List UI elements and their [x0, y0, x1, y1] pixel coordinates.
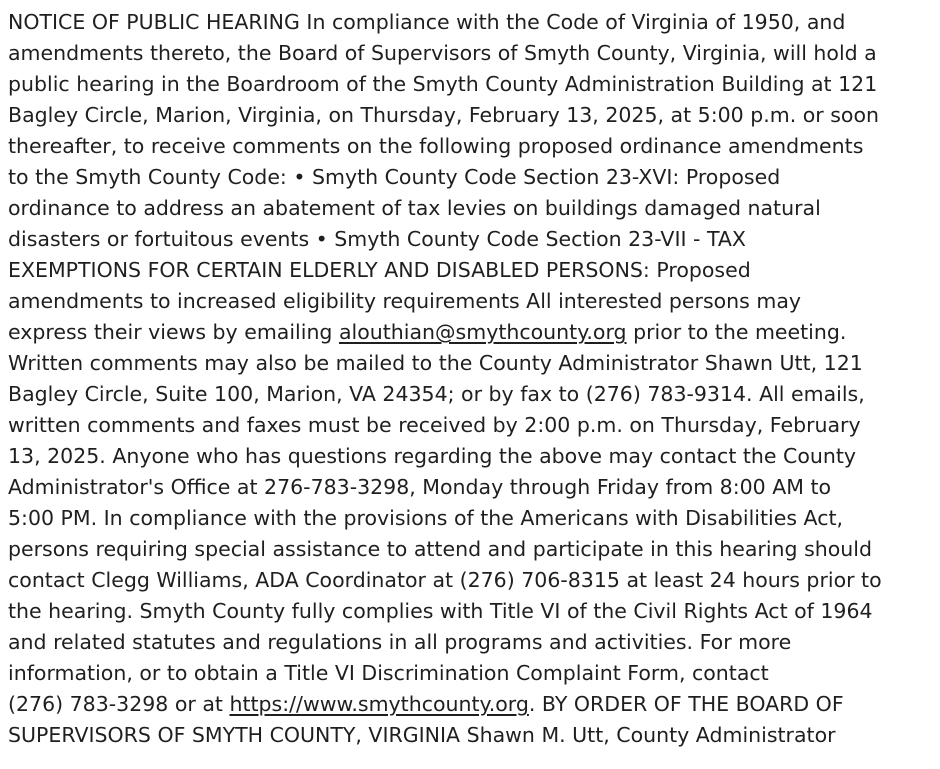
notice-line: public hearing in the Boardroom of the Smyth County Administration Building at 121 [8, 72, 878, 96]
notice-line: amendments thereto, the Board of Supervisors of Smyth County, Virginia, will hold a [8, 41, 877, 65]
notice-line: 5:00 PM. In compliance with the provisions of the Americans with Disabilities Act, [8, 506, 844, 530]
website-prefix-text: (276) 783-3298 or at [8, 692, 230, 716]
notice-line: contact Clegg Williams, ADA Coordinator at (276) 706-8315 at least 24 hours prior to [8, 568, 882, 592]
notice-line: to the Smyth County Code: • Smyth County Code Section 23-XVI: Proposed [8, 165, 781, 189]
notice-line-website [8, 689, 934, 720]
notice-line: ordinance to address an abatement of tax levies on buildings damaged natural [8, 196, 821, 220]
website-link[interactable]: https://www.smythcounty.org [229, 692, 529, 716]
notice-line: 13, 2025. Anyone who has questions regarding the above may contact the County [8, 444, 857, 468]
public-hearing-notice [8, 7, 934, 751]
notice-line: the hearing. Smyth County fully complies with Title VI of the Civil Rights Act of 1964 [8, 599, 873, 623]
notice-line: Written comments may also be mailed to the County Administrator Shawn Utt, 121 [8, 351, 863, 375]
email-suffix-text: prior to the meeting. [626, 320, 847, 344]
notice-line-email [8, 317, 934, 348]
email-link[interactable]: alouthian@smythcounty.org [338, 320, 627, 344]
notice-line: SUPERVISORS OF SMYTH COUNTY, VIRGINIA Shawn M. Utt, County Administrator [8, 723, 836, 747]
notice-line: disasters or fortuitous events • Smyth County Code Section 23-VII - TAX [8, 227, 746, 251]
notice-line: and related statutes and regulations in all programs and activities. For more [8, 630, 792, 654]
email-prefix-text: express their views by emailing [8, 320, 339, 344]
notice-line: NOTICE OF PUBLIC HEARING In compliance with the Code of Virginia of 1950, and [8, 10, 846, 34]
notice-line: persons requiring special assistance to attend and participate in this hearing should [8, 537, 872, 561]
notice-line: Bagley Circle, Marion, Virginia, on Thursday, February 13, 2025, at 5:00 p.m. or soon [8, 103, 879, 127]
website-suffix-text: . BY ORDER OF THE BOARD OF [528, 692, 844, 716]
notice-line: Bagley Circle, Suite 100, Marion, VA 24354; or by fax to (276) 783-9314. All emails, [8, 382, 865, 406]
notice-line: information, or to obtain a Title VI Discrimination Complaint Form, contact [8, 661, 769, 685]
notice-line: thereafter, to receive comments on the following proposed ordinance amendments [8, 134, 864, 158]
notice-line: amendments to increased eligibility requirements All interested persons may [8, 289, 802, 313]
notice-line: EXEMPTIONS FOR CERTAIN ELDERLY AND DISABLED PERSONS: Proposed [8, 258, 751, 282]
notice-line: written comments and faxes must be received by 2:00 p.m. on Thursday, February [8, 413, 861, 437]
notice-line: Administrator's Office at 276-783-3298, Monday through Friday from 8:00 AM to [8, 475, 832, 499]
